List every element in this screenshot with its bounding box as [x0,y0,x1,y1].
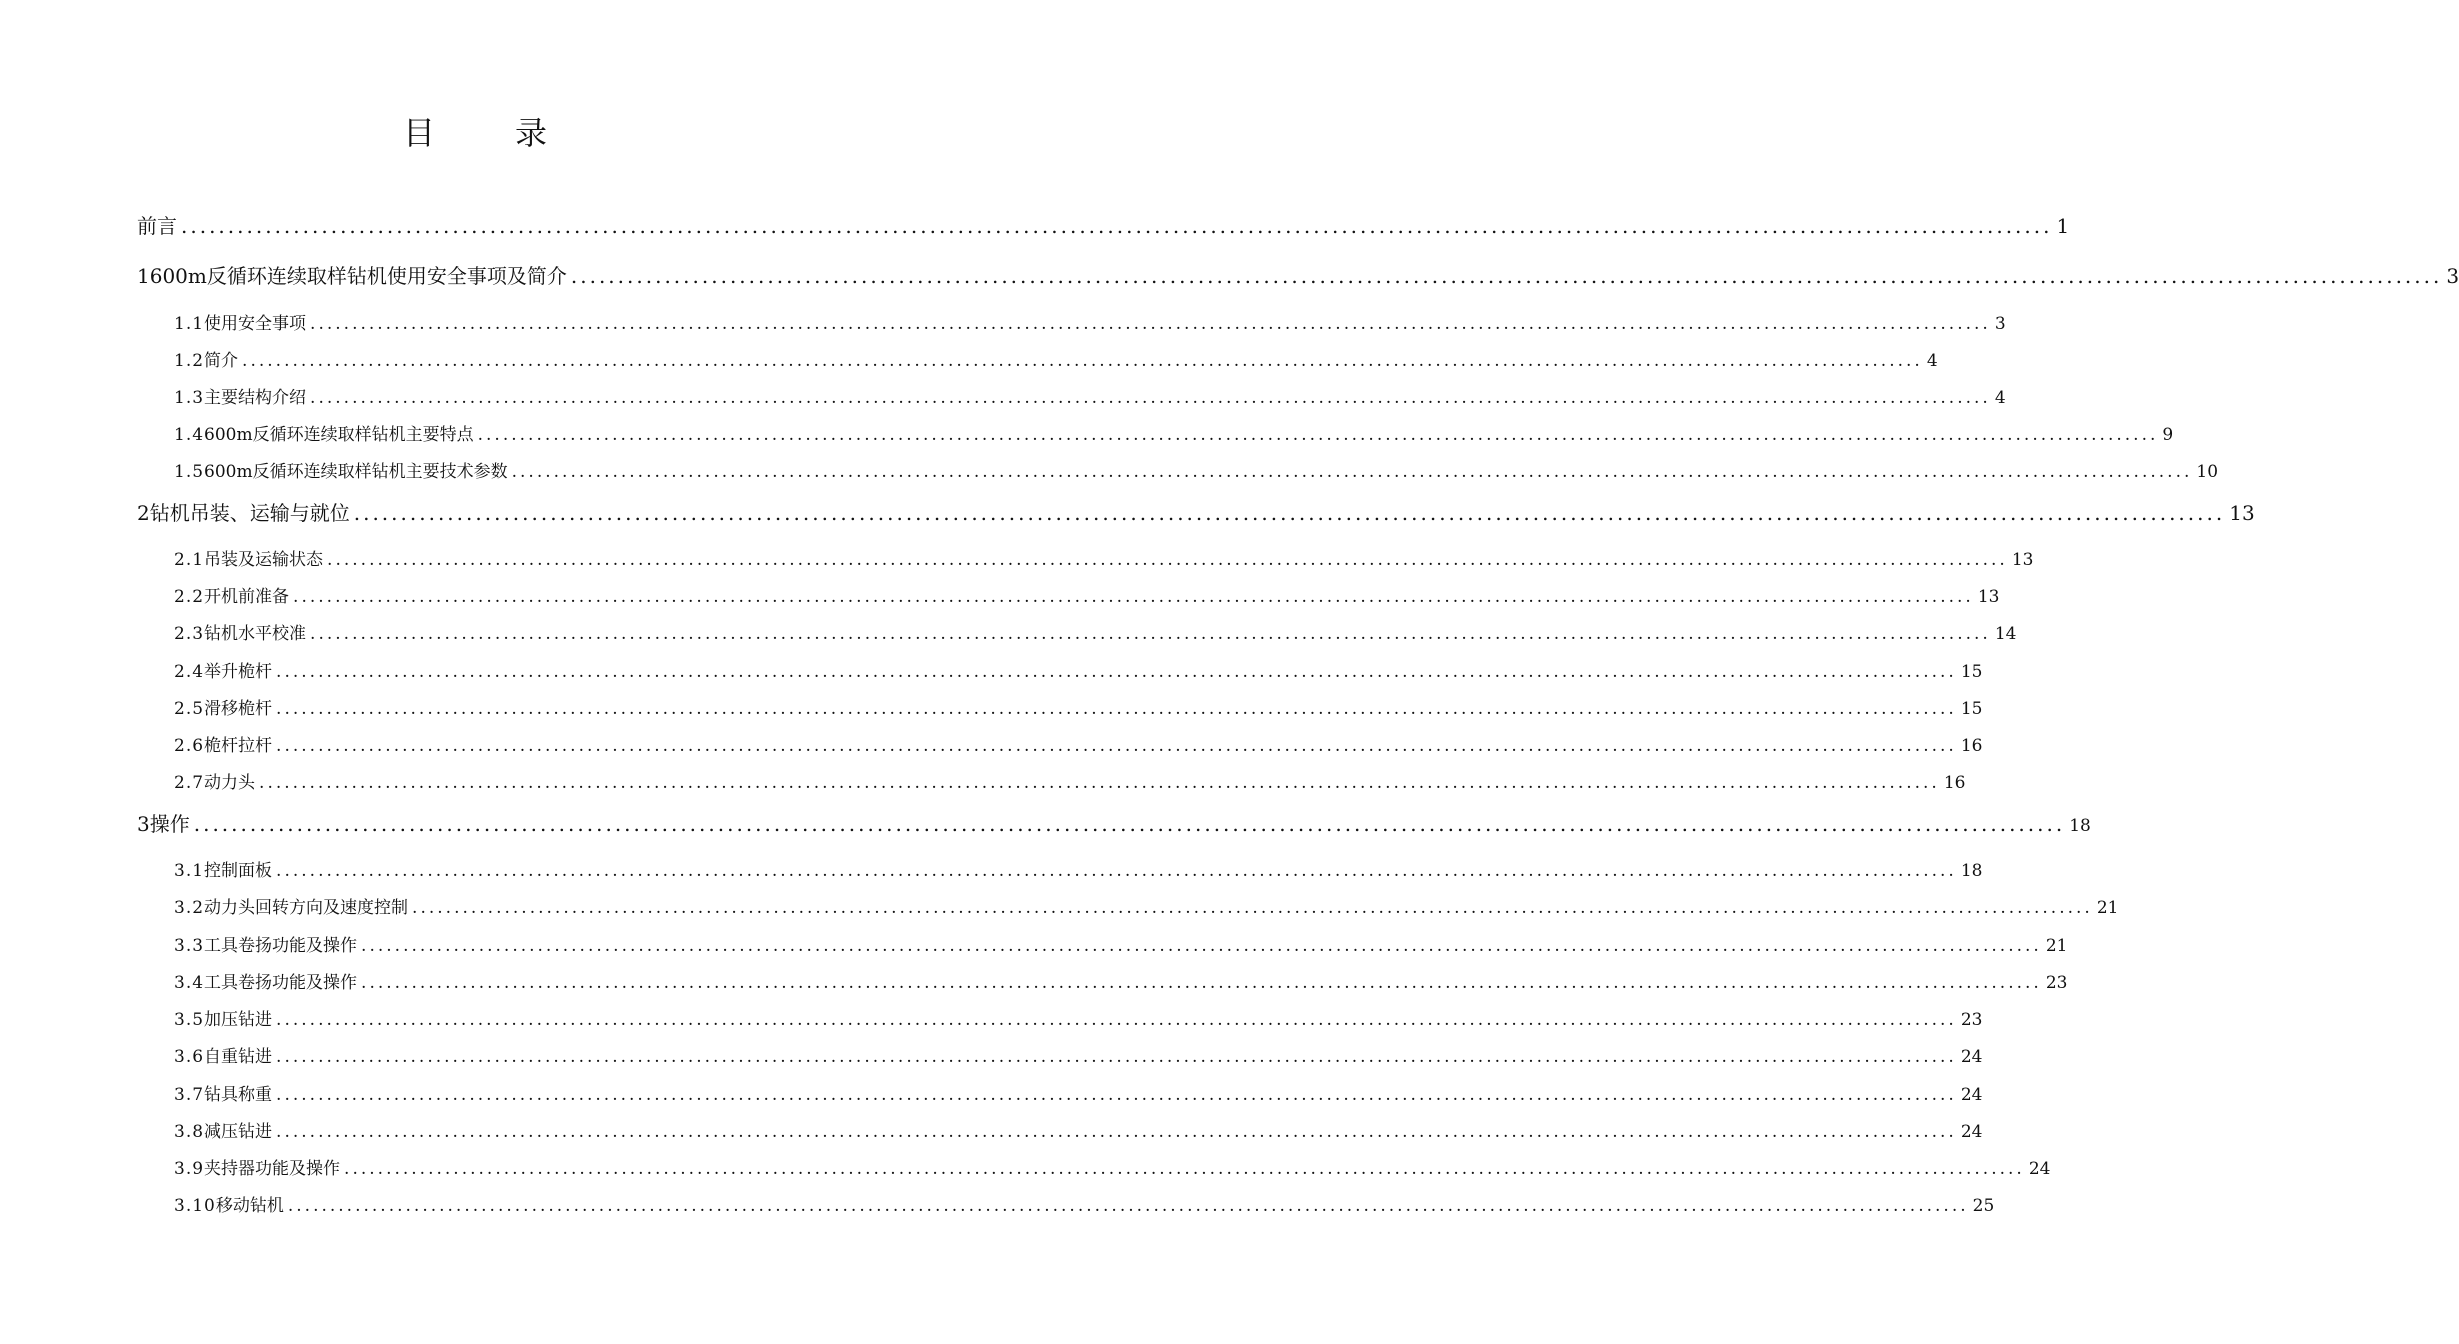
toc-entry-label: 操作 [149,812,190,836]
toc-entry-page: 24 [1960,1047,1983,1067]
toc-entry-label: 移动钻机 [215,1196,284,1216]
toc-leader-dots: ........................................................................................................................................................................................................ [242,351,1923,371]
toc-entry-number: 1.4 [174,425,205,445]
toc-leader-dots: ........................................................................................................................................................................................................ [511,462,2193,482]
toc-entry-page: 1 [2056,214,2070,238]
toc-entry-number: 3.6 [174,1047,205,1067]
toc-entry-2-5[interactable] [174,694,1983,719]
toc-entry-label: 600m反循环连续取样钻机使用安全事项及简介 [149,264,567,288]
toc-entry-number: 2.6 [174,736,205,756]
toc-entry-number: 3.4 [174,973,205,993]
toc-leader-dots: ........................................................................................................................................................................................................ [570,264,2443,288]
toc-entry-label: 加压钻进 [204,1010,273,1030]
toc-entry-3-8[interactable] [174,1117,1983,1142]
toc-entry-label: 钻机吊装、运输与就位 [149,501,350,525]
toc-leader-dots: ........................................................................................................................................................................................................ [344,1159,2025,1179]
toc-leader-dots: ........................................................................................................................................................................................................ [259,773,1940,793]
toc-entry-3-9[interactable] [174,1154,2051,1179]
toc-entry-number: 2.5 [174,699,205,719]
toc-entry-page: 15 [1960,662,1983,682]
toc-entry-page: 9 [2162,425,2174,445]
toc-entry-page: 25 [1972,1196,1995,1216]
toc-entry-page: 4 [1926,351,1938,371]
toc-entry-page: 14 [1994,624,2017,644]
toc-leader-dots: ........................................................................................................................................................................................................ [276,699,1957,719]
toc-entry-number: 3.7 [174,1085,205,1105]
toc-entry-number: 3.8 [174,1122,205,1142]
toc-entry-1-5[interactable] [174,457,2219,482]
toc-leader-dots: ........................................................................................................................................................................................................ [276,1085,1957,1105]
toc-entry-2-1[interactable] [174,545,2034,570]
toc-entry-number: 3.3 [174,936,205,956]
toc-entry-number: 3.1 [174,861,205,881]
toc-entry-3-3[interactable] [174,931,2068,956]
toc-entry-page: 13 [2229,501,2255,525]
toc-entry-label: 言 [157,214,177,238]
toc-entry-label: 控制面板 [204,861,273,881]
toc-entry-number: 3.5 [174,1010,205,1030]
toc-entry-2-6[interactable] [174,731,1983,756]
toc-entry-number: 1.2 [174,351,205,371]
toc-entry-label: 600m反循环连续取样钻机主要特点 [204,425,474,445]
toc-entry-label: 钻具称重 [204,1085,273,1105]
toc-leader-dots: ........................................................................................................................................................................................................ [287,1196,1969,1216]
toc-entry-page: 4 [1994,388,2006,408]
toc-entry-page: 24 [2028,1159,2051,1179]
toc-entry-label: 动力头 [204,773,256,793]
toc-title: 目录 [402,114,627,152]
toc-entry-label: 滑移桅杆 [204,699,273,719]
toc-entry-page: 13 [1977,587,2000,607]
toc-entry-chapter-3[interactable] [137,808,2091,837]
toc-entry-label: 桅杆拉杆 [204,736,273,756]
toc-entry-label: 工具卷扬功能及操作 [204,973,358,993]
toc-entry-number: 3 [137,812,150,836]
toc-entry-number: 3.10 [174,1196,216,1216]
toc-entry-1-3[interactable] [174,383,2006,408]
toc-entry-label: 简介 [204,351,239,371]
toc-leader-dots: ........................................................................................................................................................................................................ [310,314,1991,334]
toc-leader-dots: ........................................................................................................................................................................................................ [477,425,2159,445]
toc-entry-page: 24 [1960,1085,1983,1105]
toc-entry-page: 18 [2069,816,2091,836]
toc-entry-3-6[interactable] [174,1042,1983,1067]
toc-entry-page: 10 [2196,462,2219,482]
toc-leader-dots: ........................................................................................................................................................................................................ [276,1122,1957,1142]
toc-entry-number: 2 [137,501,150,525]
toc-leader-dots: ........................................................................................................................................................................................................ [353,501,2226,525]
toc-entry-chapter-2[interactable] [137,497,2255,526]
toc-entry-number: 3.2 [174,898,205,918]
toc-entry-label: 自重钻进 [204,1047,273,1067]
toc-entry-chapter-1[interactable] [137,260,2459,289]
toc-entry-number: 1.3 [174,388,205,408]
toc-leader-dots: ........................................................................................................................................................................................................ [276,1047,1957,1067]
toc-entry-number: 前 [137,214,157,238]
toc-entry-label: 减压钻进 [204,1122,273,1142]
toc-entry-number: 1.1 [174,314,205,334]
toc-entry-page: 3 [2446,264,2459,288]
toc-entry-page: 16 [1943,773,1966,793]
toc-entry-3-2[interactable] [174,893,2119,918]
toc-entry-page: 15 [1960,699,1983,719]
toc-entry-page: 21 [2045,936,2068,956]
toc-entry-1-2[interactable] [174,346,1938,371]
toc-leader-dots: ........................................................................................................................................................................................................ [361,936,2042,956]
toc-entry-number: 1 [137,264,150,288]
toc-entry-preface[interactable] [137,210,2070,239]
toc-leader-dots: ........................................................................................................................................................................................................ [310,624,1991,644]
toc-leader-dots: ........................................................................................................................................................................................................ [276,1010,1957,1030]
toc-entry-2-3[interactable] [174,619,2017,644]
toc-entry-label: 举升桅杆 [204,662,273,682]
toc-entry-label: 开机前准备 [204,587,290,607]
toc-leader-dots: ........................................................................................................................................................................................................ [310,388,1991,408]
toc-entry-label: 吊装及运输状态 [204,550,324,570]
toc-entry-label: 工具卷扬功能及操作 [204,936,358,956]
toc-leader-dots: ........................................................................................................................................................................................................ [361,973,2042,993]
toc-entry-2-7[interactable] [174,768,1966,793]
toc-entry-page: 13 [2011,550,2034,570]
toc-entry-label: 钻机水平校准 [204,624,307,644]
toc-entry-3-10[interactable] [174,1191,1995,1216]
toc-leader-dots: ........................................................................................................................................................................................................ [327,550,2008,570]
toc-entry-page: 16 [1960,736,1983,756]
toc-entry-3-7[interactable] [174,1080,1983,1105]
toc-leader-dots: ........................................................................................................................................................................................................ [181,214,2053,238]
toc-entry-label: 600m反循环连续取样钻机主要技术参数 [204,462,508,482]
toc-leader-dots: ........................................................................................................................................................................................................ [276,861,1957,881]
toc-entry-page: 24 [1960,1122,1983,1142]
toc-entry-number: 2.2 [174,587,205,607]
toc-entry-page: 23 [1960,1010,1983,1030]
toc-entry-page: 3 [1994,314,2006,334]
toc-entry-number: 2.1 [174,550,205,570]
toc-entry-number: 3.9 [174,1159,205,1179]
toc-leader-dots: ........................................................................................................................................................................................................ [276,736,1957,756]
toc-leader-dots: ........................................................................................................................................................................................................ [276,662,1957,682]
toc-entry-page: 23 [2045,973,2068,993]
toc-entry-3-1[interactable] [174,856,1983,881]
toc-entry-3-4[interactable] [174,968,2068,993]
toc-entry-label: 夹持器功能及操作 [204,1159,341,1179]
toc-entry-2-2[interactable] [174,582,2000,607]
toc-entry-number: 2.3 [174,624,205,644]
toc-leader-dots: ........................................................................................................................................................................................................ [412,898,2093,918]
toc-entry-label: 动力头回转方向及速度控制 [204,898,409,918]
toc-entry-2-4[interactable] [174,657,1983,682]
toc-entry-page: 21 [2096,898,2119,918]
toc-entry-number: 2.7 [174,773,205,793]
toc-leader-dots: ........................................................................................................................................................................................................ [193,812,2066,836]
toc-entry-3-5[interactable] [174,1005,1983,1030]
toc-entry-label: 主要结构介绍 [204,388,307,408]
toc-leader-dots: ........................................................................................................................................................................................................ [293,587,1974,607]
toc-entry-number: 2.4 [174,662,205,682]
toc-entry-1-4[interactable] [174,420,2174,445]
toc-entry-number: 1.5 [174,462,205,482]
toc-entry-label: 使用安全事项 [204,314,307,334]
toc-entry-1-1[interactable] [174,309,2006,334]
toc-entry-page: 18 [1960,861,1983,881]
